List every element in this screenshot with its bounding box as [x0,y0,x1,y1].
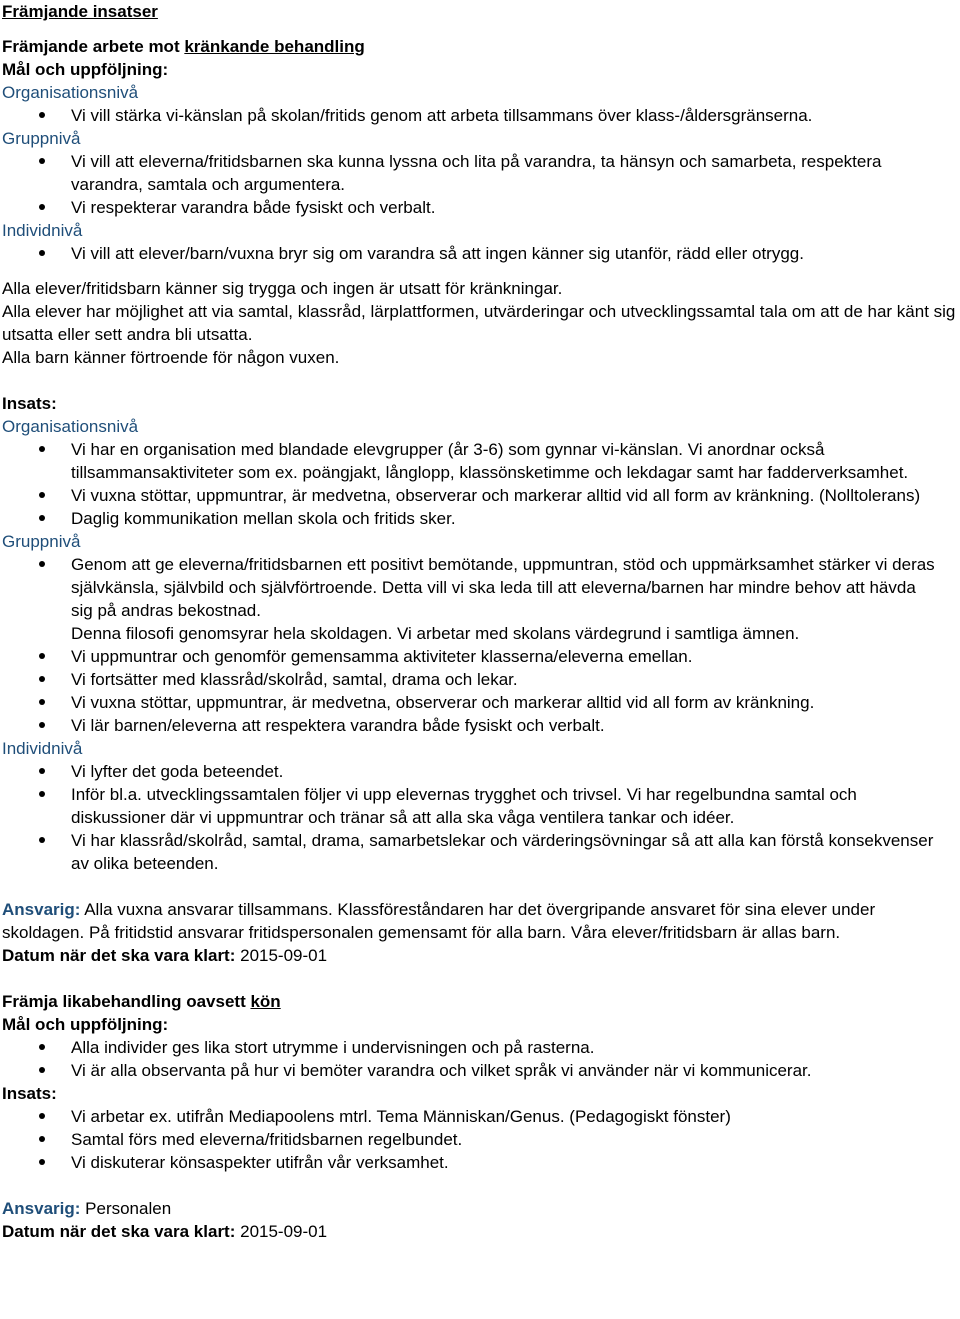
list-item: Vi vill att eleverna/fritidsbarnen ska kunna lyssna och lita på varandra, ta hänsyn och samarbeta, respektera varandra, samtala och argumentera. [2,150,960,196]
list-item: Vi vuxna stöttar, uppmuntrar, är medvetna, observerar och markerar alltid vid all form av kränkning. [2,691,960,714]
section-title: Främjande insatser [2,2,158,21]
responsible-label: Ansvarig: [2,900,81,919]
goal-text: Alla elever har möjlighet att via samtal, klassråd, lärplattformen, utvärderingar och utvecklingssamtal tala om att de har känt sig utsatta eller sett andra bli utsatta. [2,302,956,344]
goal-heading: Mål och uppföljning: [2,1015,169,1034]
subsection-title [2,990,960,1013]
responsible-label: Ansvarig: [2,1199,81,1218]
list-item: Vi fortsätter med klassråd/skolråd, samtal, drama och lekar. [2,668,960,691]
deadline-label: Datum när det ska vara klart: [2,1222,236,1241]
responsible [2,1197,960,1220]
goal-text: Alla elever/fritidsbarn känner sig trygga och ingen är utsatt för kränkningar. [2,279,563,298]
list-item: Vi vill att elever/barn/vuxna bryr sig om varandra så att ingen känner sig utanför, rädd eller otrygg. [2,242,960,265]
subsection-title-text: Främjande arbete mot [2,37,185,56]
list-item: Vi arbetar ex. utifrån Mediapoolens mtrl. Tema Människan/Genus. (Pedagogiskt fönster) [2,1105,960,1128]
insats-heading: Insats: [2,1084,57,1103]
goal-heading: Mål och uppföljning: [2,60,169,79]
deadline-date: 2015-09-01 [235,946,328,965]
list-item: Vi vill stärka vi-känslan på skolan/fritids genom att arbeta tillsammans över klass-/åldersgränserna. [2,104,960,127]
goal-list [2,1036,960,1082]
insats-group-heading: Gruppnivå [2,532,81,551]
deadline-label: Datum när det ska vara klart: [2,946,236,965]
insats-individual-heading: Individnivå [2,739,83,758]
list-item: Daglig kommunikation mellan skola och fritids sker. [2,507,960,530]
list-item: Vi har klassråd/skolråd, samtal, drama, samarbetslekar och värderingsövningar så att alla kan förstå konsekvenser av olika beteenden. [2,829,960,875]
list-item [2,553,960,645]
org-level-heading: Organisationsnivå [2,83,139,102]
list-item: Inför bl.a. utvecklingssamtalen följer vi upp elevernas trygghet och trivsel. Vi har regelbundna samtal och diskussioner där vi uppmuntrar och tränar så att alla ska våga ventilera tankar och idéer. [2,783,960,829]
deadline [2,1220,960,1243]
deadline [2,944,960,967]
list-item: Vi lyfter det goda beteendet. [2,760,960,783]
responsible-text: Alla vuxna ansvarar tillsammans. Klassföreståndaren har det övergripande ansvaret för sina elever under skoldagen. På fritidstid ansvarar fritidspersonalen gemensamt för alla barn. Våra elever/fritidsbarn är allas barn. [2,900,876,942]
insats-heading: Insats: [2,394,57,413]
individual-level-list [2,242,960,265]
group-level-list [2,150,960,219]
list-item: Vi uppmuntrar och genomför gemensamma aktiviteter klasserna/eleverna emellan. [2,645,960,668]
insats-list [2,1105,960,1174]
responsible [2,898,960,944]
deadline-date: 2015-09-01 [235,1222,328,1241]
list-item: Vi är alla observanta på hur vi bemöter varandra och vilket språk vi använder när vi kommunicerar. [2,1059,960,1082]
list-item-text: Denna filosofi genomsyrar hela skoldagen. Vi arbetar med skolans värdegrund i samtliga ämnen. [71,624,800,643]
group-level-heading: Gruppnivå [2,129,81,148]
list-item: Vi har en organisation med blandade elevgrupper (år 3-6) som gynnar vi-känslan. Vi anordnar också tillsammansaktiviteter som ex. poängjakt, långlopp, klassönsketimme och lekdagar samt har fadderverksamhet. [2,438,960,484]
individual-level-heading: Individnivå [2,221,83,240]
insats-group-list [2,553,960,737]
subsection-title [2,35,960,58]
insats-org-list [2,438,960,530]
insats-org-heading: Organisationsnivå [2,417,139,436]
org-level-list [2,104,960,127]
goal-text: Alla barn känner förtroende för någon vuxen. [2,348,340,367]
list-item: Vi respekterar varandra både fysiskt och verbalt. [2,196,960,219]
insats-individual-list [2,760,960,875]
list-item-text: Genom att ge eleverna/fritidsbarnen ett positivt bemötande, uppmuntran, stöd och uppmärksamhet stärker vi deras självkänsla, självbild och självförtroende. Detta vill vi ska leda till att eleverna/barnen har mindre behov att hävda sig på andras bekostnad. [71,555,935,620]
list-item: Vi lär barnen/eleverna att respektera varandra både fysiskt och verbalt. [2,714,960,737]
list-item: Samtal förs med eleverna/fritidsbarnen regelbundet. [2,1128,960,1151]
responsible-text: Personalen [80,1199,172,1218]
list-item: Alla individer ges lika stort utrymme i undervisningen och på rasterna. [2,1036,960,1059]
list-item: Vi diskuterar könsaspekter utifrån vår verksamhet. [2,1151,960,1174]
list-item: Vi vuxna stöttar, uppmuntrar, är medvetna, observerar och markerar alltid vid all form av kränkning. (Nolltolerans) [2,484,960,507]
subsection-title-text: Främja likabehandling oavsett [2,992,251,1011]
subsection-title-link: kränkande behandling [184,37,365,56]
subsection-title-link: kön [250,992,281,1011]
